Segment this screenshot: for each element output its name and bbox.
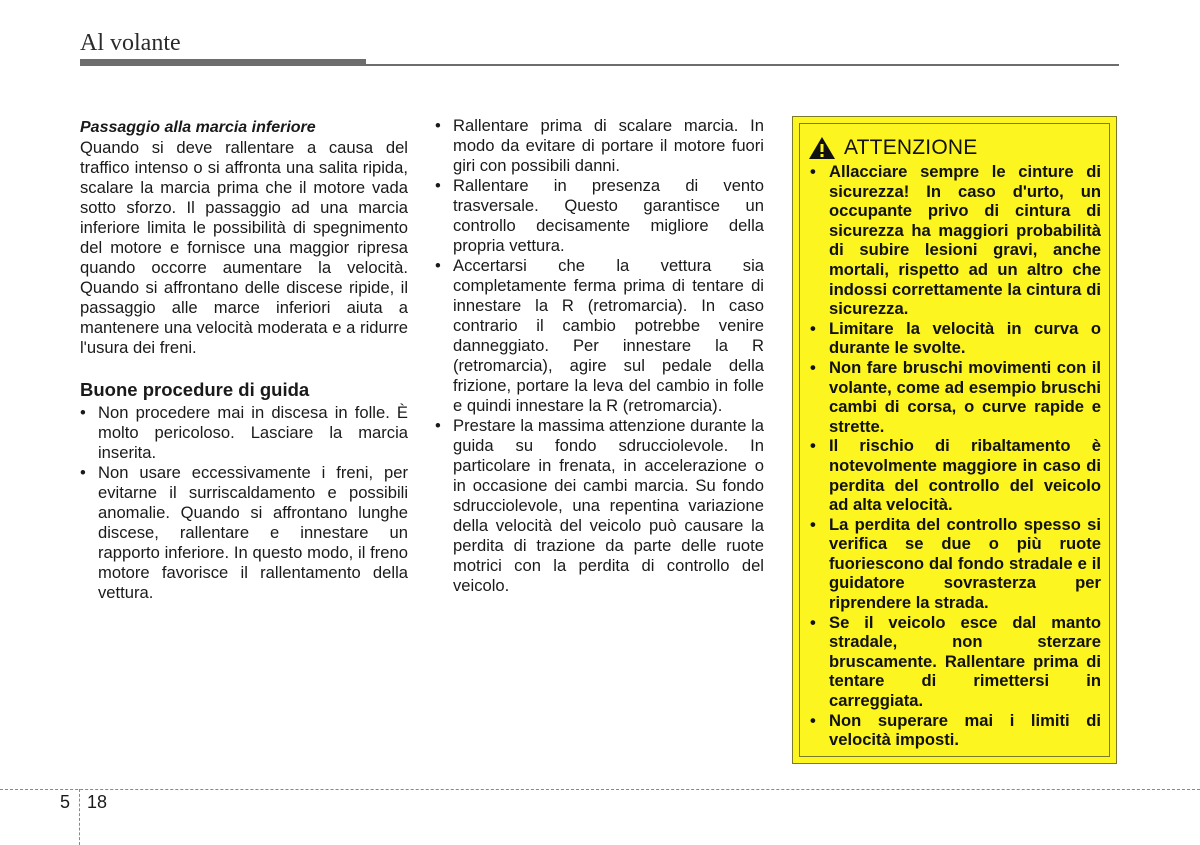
footer-divider	[0, 789, 1200, 790]
header-rule-thin	[366, 64, 1119, 66]
warning-box-inner	[799, 123, 1110, 757]
page-header-title: Al volante	[80, 30, 181, 56]
list-item: • Accertarsi che la vettura sia completamente ferma prima di tentare di innestare la R (retromarcia). In caso contrario il cambio potrebbe venire danneggiato. Per innestare la R (retromarcia), agire sul pedale della frizione, portare la leva del cambio in folle e quindi innestare la R (retromarcia).	[435, 256, 764, 416]
list-item: • Il rischio di ribaltamento è notevolmente maggiore in caso di perdita del controllo del veicolo ad alta velocità.	[808, 436, 1101, 514]
warning-title: ATTENZIONE	[844, 136, 978, 159]
list-item: • Non fare bruschi movimenti con il volante, come ad esempio bruschi cambi di corsa, o curve rapide e strette.	[808, 358, 1101, 436]
list-item: • Prestare la massima attenzione durante la guida su fondo sdrucciolevole. In particolare in frenata, in accelerazione o in occasione dei cambi marcia. Su fondo sdrucciolevole, una repentina variazione della velocità del veicolo può causare la perdita di trazione da parte delle ruote motrici con la perdita di controllo del veicolo.	[435, 416, 764, 596]
warning-box	[792, 116, 1117, 764]
middle-bullet-list	[435, 116, 764, 596]
list-item: • Limitare la velocità in curva o durante le svolte.	[808, 319, 1101, 358]
page-number: 18	[87, 792, 108, 812]
list-item: • Rallentare in presenza di vento trasversale. Questo garantisce un controllo decisamente migliore della propria vettura.	[435, 176, 764, 256]
list-item: • Allacciare sempre le cinture di sicurezza! In caso d'urto, un occupante privo di cintura di sicurezza ha maggiori probabilità di subire lesioni gravi, anche mortali, rispetto ad un altro che indossi correttamente la cintura di sicurezza.	[808, 162, 1101, 319]
footer-page-separator	[79, 789, 80, 845]
left-column	[80, 116, 408, 603]
list-item: • Non usare eccessivamente i freni, per evitarne il surriscaldamento e possibili anomalie. Quando si affrontano lunghe discese, rallentare e innestare un rapporto inferiore. In questo modo, il freno motore favorisce il rallentamento della vettura.	[80, 463, 408, 603]
left-bullet-list	[80, 403, 408, 603]
warning-triangle-icon	[808, 136, 836, 160]
list-item: • Non procedere mai in discesa in folle. È molto pericoloso. Lasciare la marcia inserita.	[80, 403, 408, 463]
header-rule-thick	[80, 59, 366, 66]
list-item: • La perdita del controllo spesso si verifica se due o più ruote fuoriescono dal fondo stradale e il guidatore sovrasterza per riprendere la strada.	[808, 515, 1101, 613]
list-item: • Rallentare prima di scalare marcia. In modo da evitare di portare il motore fuori giri con possibili danni.	[435, 116, 764, 176]
list-item: • Non superare mai i limiti di velocità imposti.	[808, 711, 1101, 750]
warning-title-row	[808, 136, 1101, 160]
middle-column	[435, 116, 764, 596]
list-item: • Se il veicolo esce dal manto stradale, non sterzare bruscamente. Rallentare prima di tentare di rimettersi in carreggiata.	[808, 613, 1101, 711]
warning-list	[808, 162, 1101, 750]
intro-paragraph: Quando si deve rallentare a causa del traffico intenso o si affronta una salita ripida, scalare la marcia prima che il motore vada sotto sforzo. Il passaggio ad una marcia inferiore limita le possibilità di spegnimento del motore e fornisce una maggior ripresa quando occorre aumentare la velocità. Quando si affrontano delle discese ripide, il passaggio alle marce inferiori aiuta a mantenere una velocità moderata e a ridurre l'usura dei freni.	[80, 138, 408, 357]
subhead-downshift: Passaggio alla marcia inferiore	[80, 119, 316, 136]
section-heading: Buone procedure di guida	[80, 379, 310, 400]
chapter-number: 5	[60, 792, 71, 812]
